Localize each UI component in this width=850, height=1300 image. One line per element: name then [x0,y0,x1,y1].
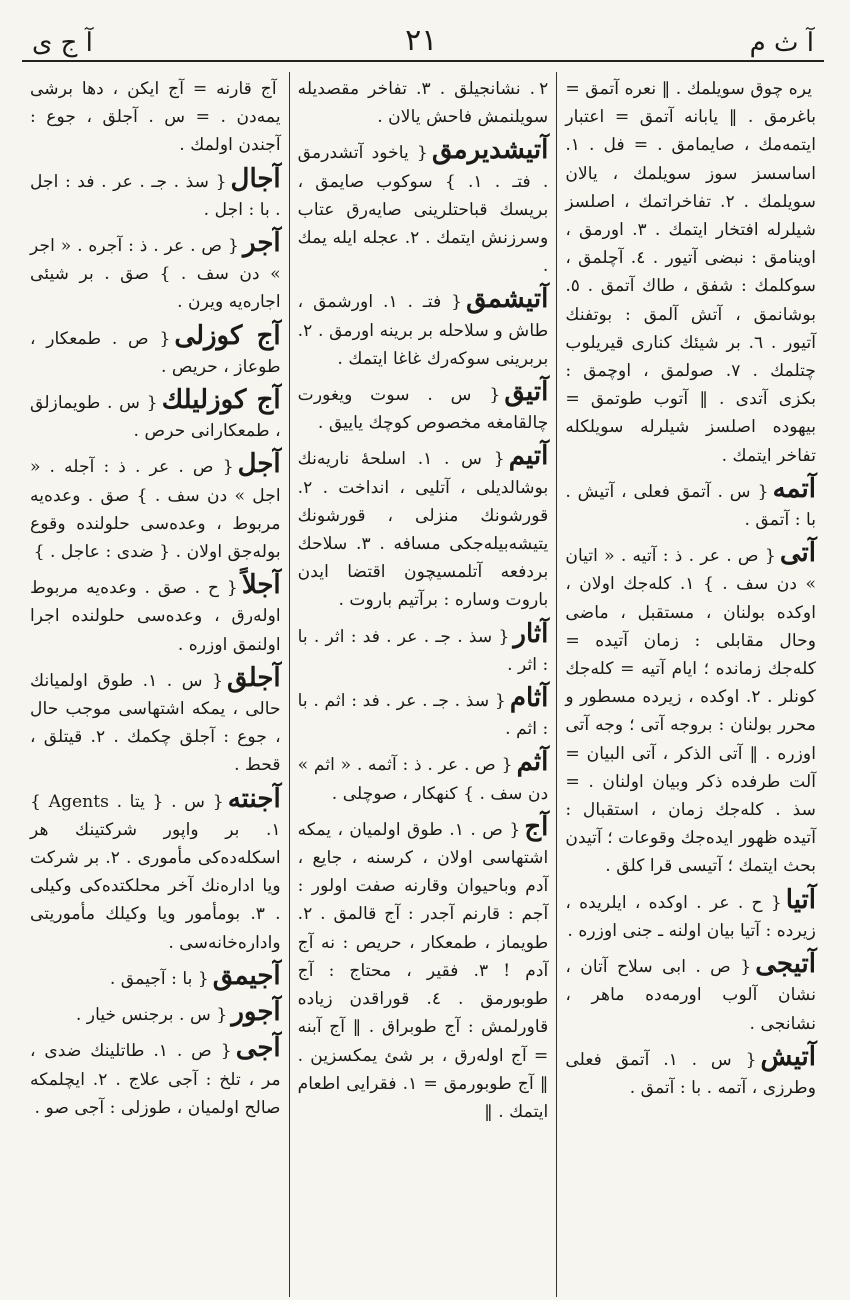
dictionary-entry [565,1043,816,1102]
entry-definition: { ص . ١. طوق اولمیان ، یمکه اشتهاسی اولان ، کرسنه ، جایع ، آدم وباحیوان وقارنه صفت اولور : آجم : قارنم آجدر : آج قالمق . ٢. طویماز ، طمعکار ، حریص : نه آج آدم ! ٣. فقیر ، محتاج : آج طوبورمق . ٤. قوراقدن زیاده قاورلمش : آج طوبراق . ‖ آج آبنه = آج اوله‌رق ، بر شئ یمکسزین . ‖ آج طوبورمق = ١. فقرایی اطعام ایتمك . ‖ [297,819,549,1122]
dictionary-entry [30,1034,281,1122]
entry-definition: { سذ . جـ . عر . فد : اجل . با : اجل . [29,171,281,220]
entry-definition: { ص . عر . ذ : آثمه . « اثم » دن سف . } کنهکار ، صوچلی . [297,755,549,804]
dictionary-entry [30,450,281,566]
entry-definition: { ح . عر . اوکده ، ایلریده ، زیرده : آتیا بیان اولنه ـ جنی اوزره . [565,892,816,941]
entry-headword: آج کوزلی [174,320,281,351]
entry-headword: آتیا [785,884,816,915]
entry-definition: { س . ١. طوق اولمیانك حالی ، یمکه اشتهاسی موجب حال ، جوع : آجلق چکمك . ٢. قیتلق ، قحط . [29,670,281,776]
dictionary-entry [298,72,549,131]
page-header [22,18,824,62]
dictionary-entry [298,813,549,1126]
dictionary-entry [30,571,281,659]
dictionary-entry [298,748,549,807]
entry-headword: آجلاً [241,570,281,601]
entry-headword: آجیمق [212,960,281,991]
dictionary-entry [30,165,281,224]
entry-headword: آثار [513,618,549,649]
column-middle [290,72,558,1297]
entry-headword: آتیق [504,377,549,408]
entry-definition: { ص . ابی سلاح آتان ، نشان آلوب اورمه‌ده ماهر ، نشانجی . [565,957,816,1034]
header-left-letters: آ ج ی [32,28,93,58]
dictionary-entry [298,684,549,743]
dictionary-entry [30,386,281,445]
entry-headword: آجنته [227,783,281,814]
entry-headword: آتیشدیرمق [431,135,549,166]
entry-definition: { ص . طمعکار ، طوعاز ، حریص . [29,328,281,377]
dictionary-entry [30,998,281,1029]
entry-definition: { س . ١. اسلحهٔ ناریه‌نك بوشالدیلی ، آتلیی ، انداخت . ٢. قورشونك منزلی ، قورشونك یتیشه‌بیله‌جکی مسافه . ٣. سلاحك بردفعه آتلمسیچون اقتضا ایدن باروت وساره : برآتیم باروت . [297,449,549,611]
entry-definition: { ص . عر . ذ : آتیه . « اتیان » دن سف . } ١. کله‌جك اولان ، اوکده بولنان ، مستقبل ، ماضی وحال مقابلی : زمان آتیده = کله‌جك زمانده ؛ ایام آتیه = کله‌جك کونلر . ٢. اوکده ، زیرده مسطور و محرر بولنان : بروجه آتی ؛ وجه آتی اوزره . ‖ آتی الذکر ، آتی البیان = آلت طرفده ذکر وبیان اولنان . = سذ . کله‌جك زمان ، استقبال : آتیده ظهور ایده‌جك وقوعات ؛ آتیدن بحث ایتمك ؛ آتیسی قرا کلق . [565,546,816,877]
entry-definition: { س . { یتا . Agents } ١. بر واپور شرکتینك هر اسکله‌ده‌کی مأموری . ٢. بر شرکت ویا اداره‌نك آخر محلکتده‌کی وکیلی . ٣. بومأمور ویا وکیلك مأموریتی واداره‌خانه‌سی . [29,791,281,953]
entry-headword: آجور [231,997,281,1028]
entry-definition: { ص . عر . ذ : آجره . « اجر » دن سف . } صق . بر شیئی اجاره‌یه ویرن . [29,236,281,313]
entry-headword: آجل [237,449,281,480]
dictionary-entry [565,72,816,470]
entry-definition: { با : آجیمق . [109,968,209,989]
dictionary-entry [30,322,281,381]
entry-headword: آجال [230,163,281,194]
dictionary-entry [30,785,281,957]
entry-definition: یره چوق سویلمك . ‖ نعره آتمق = باغرمق . ‖ یابانه آتمق = اعتبار ایتمه‌مك ، صایمامق . = فل . ١. اساسسز سوز سویلمك ، یالان سویلمك . ٢. تفاخراتمك ، اصلسز شیلرله افتخار ایتمك . ٣. اورمق ، اوینامق : نبضی آتیور . ٤. آچلمق ، سوکلمك : شفق ، طاك آتمق . ٥. بوشانمق ، آتش آلمق : بوتفنك آتیور . ٦. بر شیئك کناری قیریلوب چتلمك . ٧. صولمق ، اوچمق : بکزی آتدی . ‖ آتوب طوتمق = بیهوده اصلسز شیلرله سویلکله تفاخر ایتمك . [565,79,816,466]
dictionary-entry [565,475,816,534]
dictionary-entry [30,962,281,993]
dictionary-entry [298,442,549,614]
dictionary-entry [30,229,281,317]
entry-headword: آجی [235,1033,281,1064]
entry-definition: { یاخود آتشدرمق . فتـ . ١. } سوکوب صایمق ، بریسك قباحتلرینی صایه‌رق عتاب وسرزنش ایتمك . ٢. عجله ایله یمك . [297,143,549,277]
entry-definition: { س . سوت ویغورت چالقامغه مخصوص کوچك یاییق . [297,385,549,434]
columns [22,72,824,1297]
entry-headword: آثام [509,683,549,714]
dictionary-entry [298,378,549,437]
entry-definition: { س . آتمق فعلی ، آتیش . با : آتمق . [565,481,816,531]
dictionary-entry [298,285,549,373]
entry-definition: { س . طویمازلق ، طمعکارانی حرص . [29,393,281,442]
dictionary-entry [30,664,281,780]
entry-definition: آج قارنه = آج ایکن ، دها برشی یمه‌دن . = س . آجلق ، جوع : آجندن اولمك . [29,79,281,156]
dictionary-entry [565,539,816,880]
entry-headword: آتیم [508,441,549,472]
entry-headword: آتمه [772,473,816,504]
entry-headword: آج [524,811,549,842]
entry-definition: { ح . صق . وعده‌یه مربوط اوله‌رق ، وعده‌سی حلولنده اجرا اولنمق اوزره . [29,578,281,655]
dictionary-entry [298,136,549,280]
entry-definition: { سذ . جـ . عر . فد : اثر . با : اثر . [297,626,549,675]
entry-headword: آجلق [227,662,281,693]
entry-headword: آتی [779,538,816,569]
dictionary-entry [30,72,281,160]
entry-definition: { ص . ١. طاتلینك ضدی ، مر ، تلخ : آجی علاج . ٢. ایچلمکه صالح اولمیان ، طوزلی : آجی صو . [29,1041,281,1118]
header-right-letters: آ ث م [749,28,814,58]
entry-definition: ٢. نشانجیلق . ٣. تفاخر مقصدیله سویلنمش فاحش یالان . [297,79,549,128]
entry-headword: آثم [516,747,549,778]
entry-headword: آتیش [760,1041,816,1072]
entry-definition: { س . برجنس خیار . [75,1005,228,1026]
column-left [22,72,290,1297]
dictionary-entry [565,886,816,945]
column-right [557,72,824,1297]
page-number: ٢١ [405,23,438,58]
dictionary-entry [298,620,549,679]
entry-headword: آج کوزلیلك [161,385,281,416]
entry-headword: آتیشمق [466,284,549,315]
entry-definition: { س . ١. آتمق فعلی وطرزی ، آتمه . با : آتمق . [565,1049,816,1098]
entry-definition: { ص . عر . ذ : آجله . « اجل » دن سف . } صق . وعده‌یه مربوط ، وعده‌سی حلولنده وقوع بوله‌جق اولان . { ضدی : عاجل . } [29,457,281,563]
entry-definition: { سذ . جـ . عر . فد : اثم . با : اثم . [297,691,549,740]
dictionary-entry [565,950,816,1038]
entry-definition: { فتـ . ١. اورشمق ، طاش و سلاحله بر برینه اورمق . ٢. بربرینی سوکه‌رك غاغا ایتمك . [297,292,549,369]
entry-headword: آجر [243,228,281,259]
entry-headword: آتیجی [755,949,816,980]
